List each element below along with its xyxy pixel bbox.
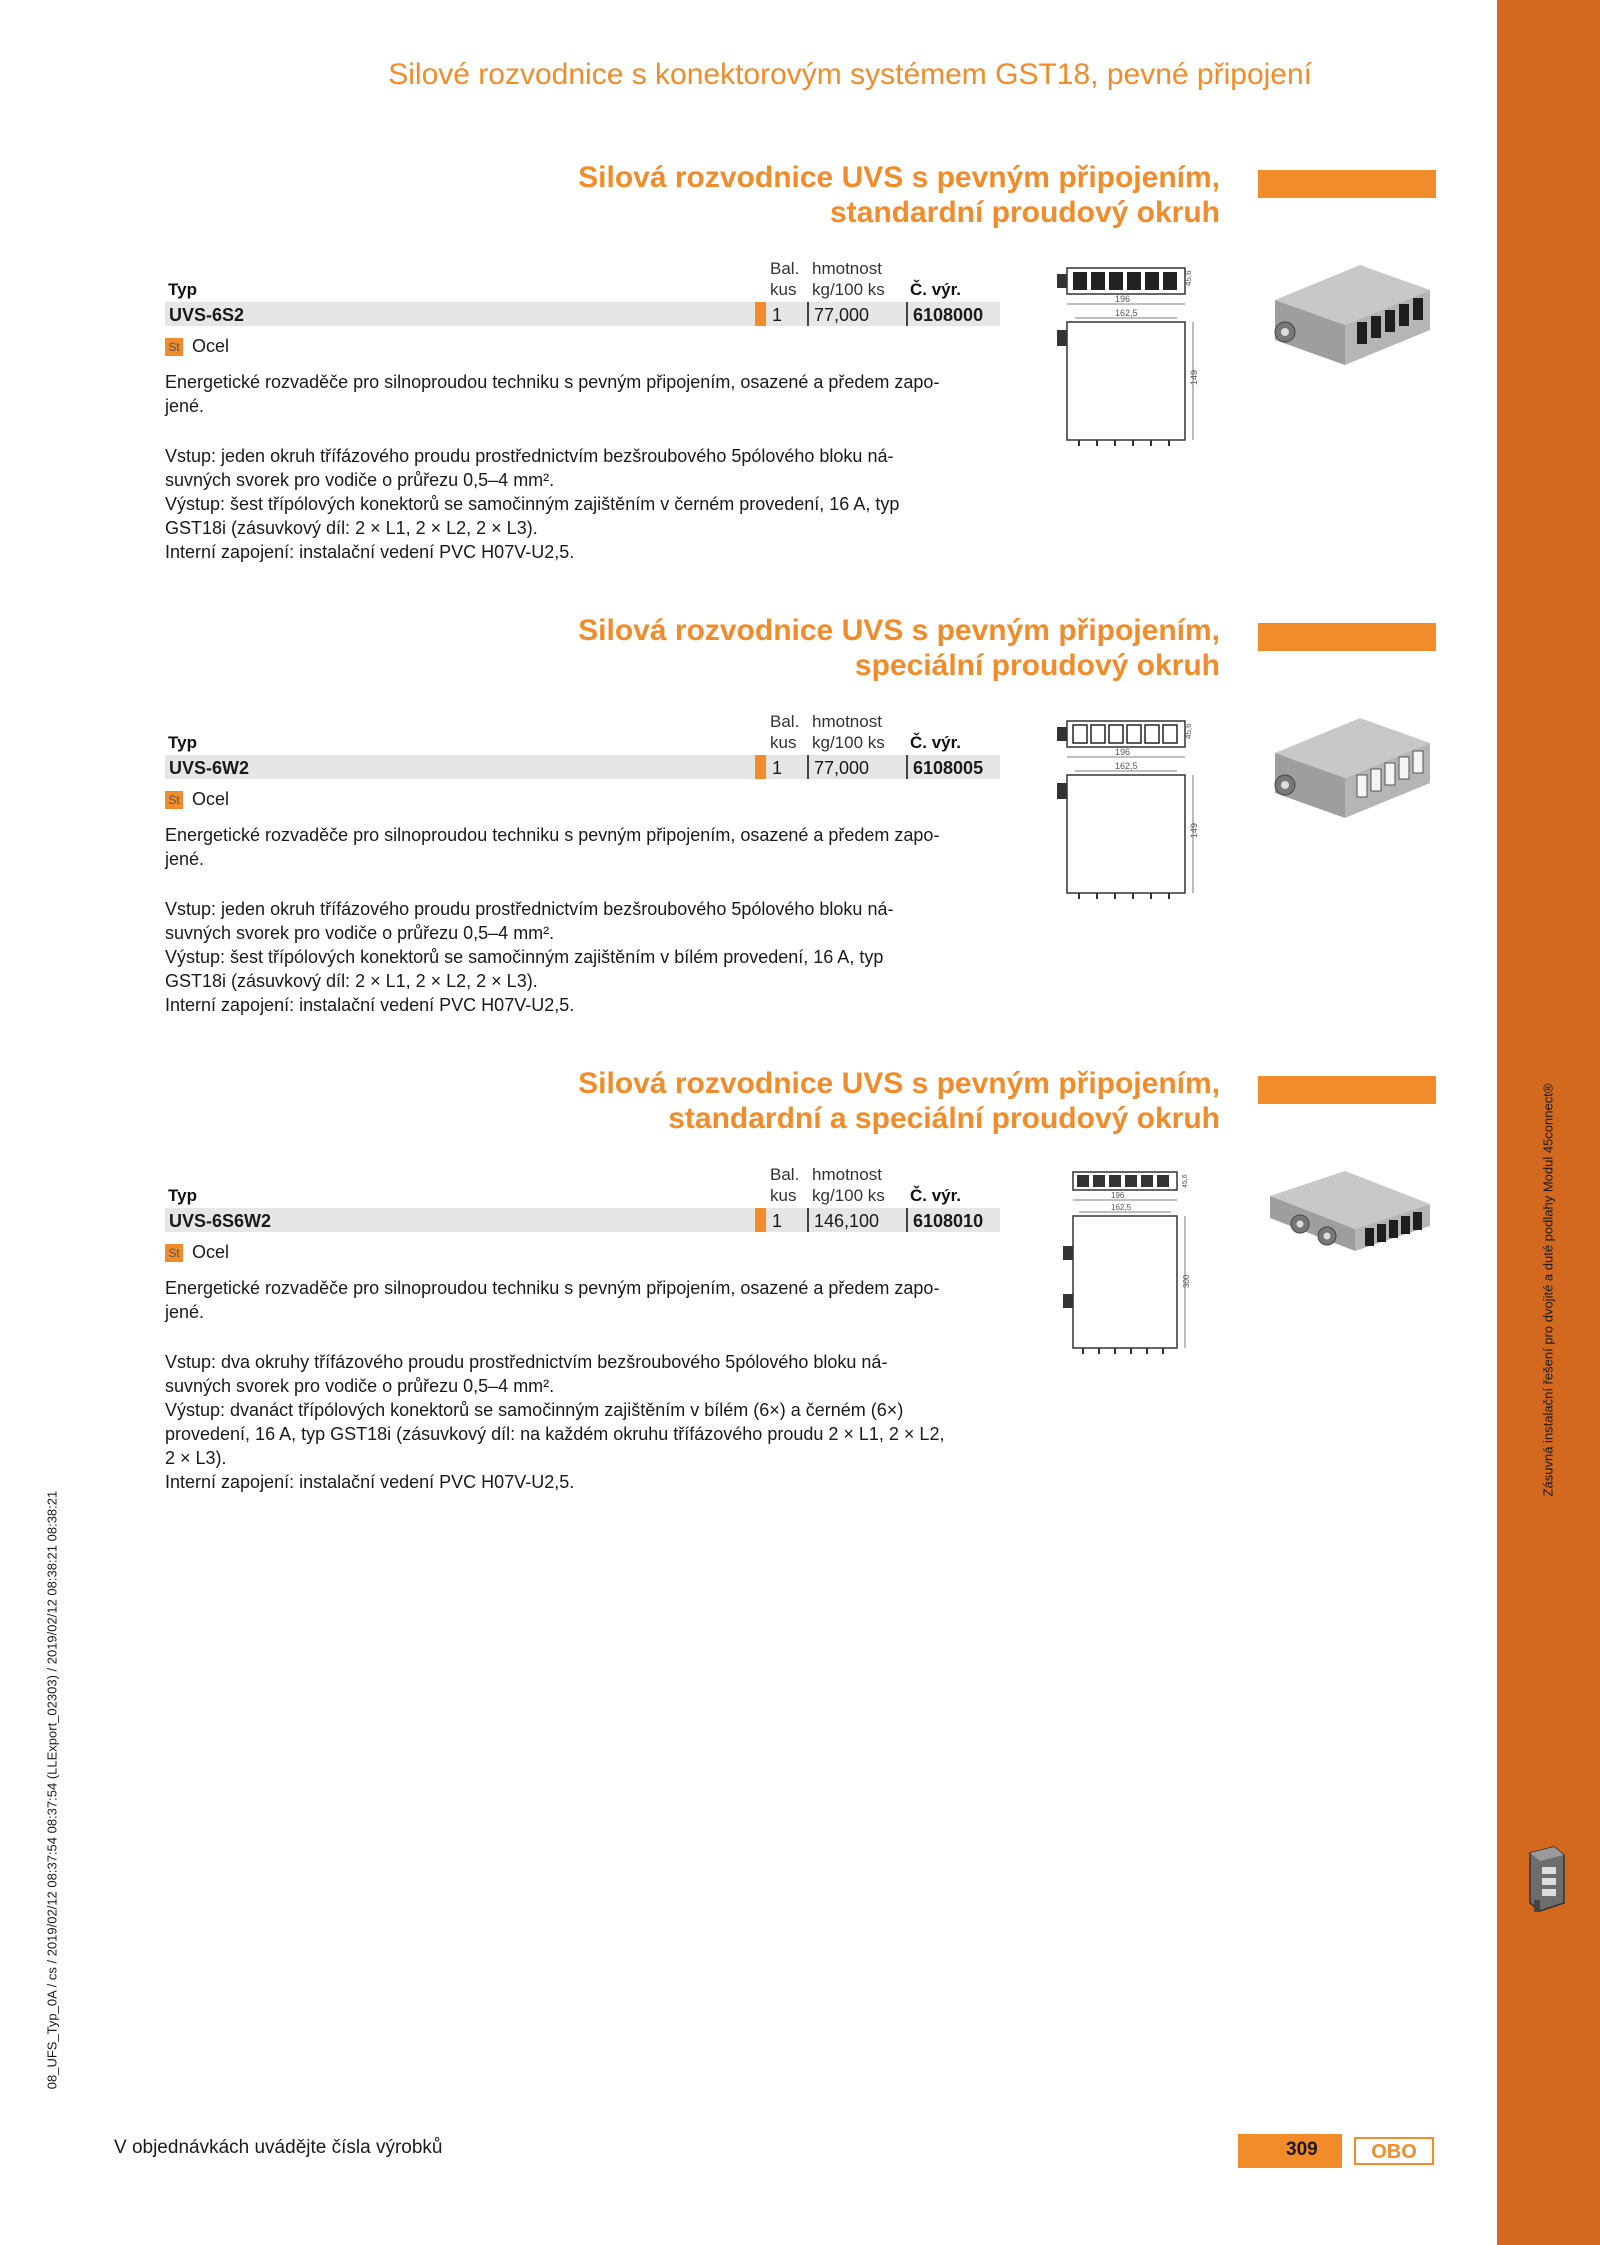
header-bal-line-2: kus <box>770 1186 797 1205</box>
obo-logo <box>1354 2136 1434 2166</box>
connector-icon <box>1520 1845 1570 1915</box>
spec-line: Výstup: dvanáct třípólových konektorů se samočinným zajištěním v bílém (6×) a černém (6×) <box>165 1400 904 1420</box>
row-marker <box>755 755 766 779</box>
product-specification <box>165 444 899 564</box>
row-marker <box>755 302 766 326</box>
table-row <box>165 755 1000 779</box>
header-bal-line-2: kus <box>770 733 797 752</box>
product-specification <box>165 897 893 1017</box>
description-line: jené. <box>165 1302 205 1322</box>
header-weight <box>812 258 882 279</box>
product-weight: 77,000 <box>814 305 870 325</box>
header-bal <box>770 258 799 279</box>
dim-height: 300 <box>1182 1274 1191 1288</box>
page-number: 309 <box>1286 2139 1318 2160</box>
product-section-3 <box>0 1066 1470 1506</box>
description-line: Energetické rozvaděče pro silnoproudou techniku s pevným připojením, osazené a předem zapo- <box>165 825 940 845</box>
page-number-box <box>1238 2134 1342 2168</box>
material-badge: St <box>165 1244 183 1262</box>
technical-drawing <box>1045 245 1205 475</box>
spec-line: suvných svorek pro vodiče o průřezu 0,5–4 mm². <box>165 923 555 943</box>
material-label: Ocel <box>192 336 230 356</box>
product-weight: 77,000 <box>814 758 870 778</box>
section-title-line-1: Silová rozvodnice UVS s pevným připojením, <box>578 1067 1220 1100</box>
header-type: Typ <box>168 1186 197 1205</box>
spec-line: suvných svorek pro vodiče o průřezu 0,5–4 mm². <box>165 1376 555 1396</box>
header-type: Typ <box>168 280 197 299</box>
header-weight-line-2: kg/100 ks <box>812 733 885 752</box>
description-line: Energetické rozvaděče pro silnoproudou techniku s pevným připojením, osazené a předem zapo- <box>165 372 940 392</box>
spec-line: Vstup: dva okruhy třífázového proudu prostřednictvím bezšroubového 5pólového bloku ná- <box>165 1352 888 1372</box>
cell-separator <box>807 1208 809 1232</box>
dim-width: 196 <box>1111 1191 1125 1200</box>
description-line: jené. <box>165 849 205 869</box>
spec-line: Výstup: šest třípólových konektorů se samočinným zajištěním v bílém provedení, 16 A, typ <box>165 947 884 967</box>
product-qty: 1 <box>772 305 783 325</box>
product-photo <box>1265 1166 1435 1281</box>
sidebar-vertical-text: Zásuvná instalační řešení pro dvojité a duté podlahy Modul 45connect® <box>1540 1083 1556 1497</box>
spec-line: GST18i (zásuvkový díl: 2 × L1, 2 × L2, 2 × L3). <box>165 518 538 538</box>
material-badge: St <box>165 338 183 356</box>
dim-depth: 45,6 <box>1184 723 1193 739</box>
spec-line: Interní zapojení: instalační vedení PVC H07V-U2,5. <box>165 995 575 1015</box>
material-badge: St <box>165 791 183 809</box>
product-section-2 <box>0 613 1470 1053</box>
logo-text: OBO <box>1371 2141 1417 2163</box>
product-article-number: 6108005 <box>913 758 984 778</box>
product-article-number: 6108000 <box>913 305 984 325</box>
section-title <box>578 1066 1220 1136</box>
table-row <box>165 302 1000 326</box>
section-title-line-1: Silová rozvodnice UVS s pevným připojením, <box>578 161 1220 194</box>
header-bal-line-2: kus <box>770 280 797 299</box>
material-label: Ocel <box>192 789 230 809</box>
spec-line: Interní zapojení: instalační vedení PVC H07V-U2,5. <box>165 542 575 562</box>
product-type: UVS-6S2 <box>169 305 245 325</box>
product-qty: 1 <box>772 1211 783 1231</box>
product-photo <box>1265 713 1435 828</box>
header-article: Č. výr. <box>910 733 962 752</box>
section-title-line-2: standardní a speciální proudový okruh <box>668 1102 1220 1135</box>
cell-separator <box>807 302 809 326</box>
header-bal-line-1: Bal. <box>770 712 800 731</box>
product-specification <box>165 1350 944 1494</box>
technical-drawing <box>1045 1151 1205 1381</box>
header-bal-line-1: Bal. <box>770 259 800 278</box>
header-type: Typ <box>168 733 197 752</box>
material-label: Ocel <box>192 1242 230 1262</box>
header-weight-line-2: kg/100 ks <box>812 1186 885 1205</box>
print-metadata-text: 08_UFS_Typ_0A / cs / 2019/02/12 08:37:54 08:37:54 (LLExport_02303) / 2019/02/12 08:38:21 08:38:21 <box>44 1490 60 2090</box>
cell-separator <box>906 755 908 779</box>
cell-separator <box>906 302 908 326</box>
spec-line: Interní zapojení: instalační vedení PVC H07V-U2,5. <box>165 1472 575 1492</box>
cell-separator <box>906 1208 908 1232</box>
product-article-number: 6108010 <box>913 1211 984 1231</box>
header-bal-line-1: Bal. <box>770 1165 800 1184</box>
section-accent-bar <box>1258 623 1436 651</box>
product-description <box>165 823 939 871</box>
product-type: UVS-6S6W2 <box>169 1211 272 1231</box>
spec-line: provedení, 16 A, typ GST18i (zásuvkový díl: na každém okruhu třífázového proudu 2 × L1, 2 × L2, <box>165 1424 945 1444</box>
section-accent-bar <box>1258 170 1436 198</box>
dim-depth: 45,6 <box>1184 270 1193 286</box>
product-type: UVS-6W2 <box>169 758 250 778</box>
spec-line: GST18i (zásuvkový díl: 2 × L1, 2 × L2, 2 × L3). <box>165 971 538 991</box>
product-weight: 146,100 <box>814 1211 880 1231</box>
dim-inner-width: 162,5 <box>1111 1203 1132 1212</box>
product-description <box>165 370 939 418</box>
dim-inner-width: 162,5 <box>1115 308 1138 318</box>
technical-drawing <box>1045 698 1205 928</box>
page-title: Silové rozvodnice s konektorovým systémem GST18, pevné připojení <box>388 58 1312 91</box>
description-line: jené. <box>165 396 205 416</box>
product-description <box>165 1276 939 1324</box>
spec-line: suvných svorek pro vodiče o průřezu 0,5–4 mm². <box>165 470 555 490</box>
section-title <box>578 160 1220 230</box>
section-title-line-1: Silová rozvodnice UVS s pevným připojením, <box>578 614 1220 647</box>
section-title-line-2: standardní proudový okruh <box>829 196 1220 229</box>
dim-depth: 45,6 <box>1182 1174 1189 1188</box>
spec-line: 2 × L3). <box>165 1448 227 1468</box>
description-line: Energetické rozvaděče pro silnoproudou techniku s pevným připojením, osazené a předem zapo- <box>165 1278 940 1298</box>
cell-separator <box>807 755 809 779</box>
spec-line: Výstup: šest třípólových konektorů se samočinným zajištěním v černém provedení, 16 A, typ <box>165 494 900 514</box>
product-section-1 <box>0 160 1470 600</box>
section-title-line-2: speciální proudový okruh <box>854 649 1220 682</box>
section-accent-bar <box>1258 1076 1436 1104</box>
header-article: Č. výr. <box>910 280 962 299</box>
product-photo <box>1265 260 1435 375</box>
order-note: V objednávkách uvádějte čísla výrobků <box>114 2137 443 2158</box>
header-weight-line-1: hmotnost <box>812 1165 882 1184</box>
dim-height: 149 <box>1189 822 1199 838</box>
header-weight-line-2: kg/100 ks <box>812 280 885 299</box>
header-weight-line-1: hmotnost <box>812 259 882 278</box>
product-qty: 1 <box>772 758 783 778</box>
section-title <box>578 613 1220 683</box>
header-weight-line-1: hmotnost <box>812 712 882 731</box>
dim-height: 149 <box>1189 369 1199 385</box>
spec-line: Vstup: jeden okruh třífázového proudu prostřednictvím bezšroubového 5pólového bloku ná- <box>165 446 894 466</box>
header-article: Č. výr. <box>910 1186 962 1205</box>
row-marker <box>755 1208 766 1232</box>
spec-line: Vstup: jeden okruh třífázového proudu prostřednictvím bezšroubového 5pólového bloku ná- <box>165 899 894 919</box>
dim-width: 196 <box>1115 747 1131 757</box>
dim-width: 196 <box>1115 294 1131 304</box>
dim-inner-width: 162,5 <box>1115 761 1138 771</box>
